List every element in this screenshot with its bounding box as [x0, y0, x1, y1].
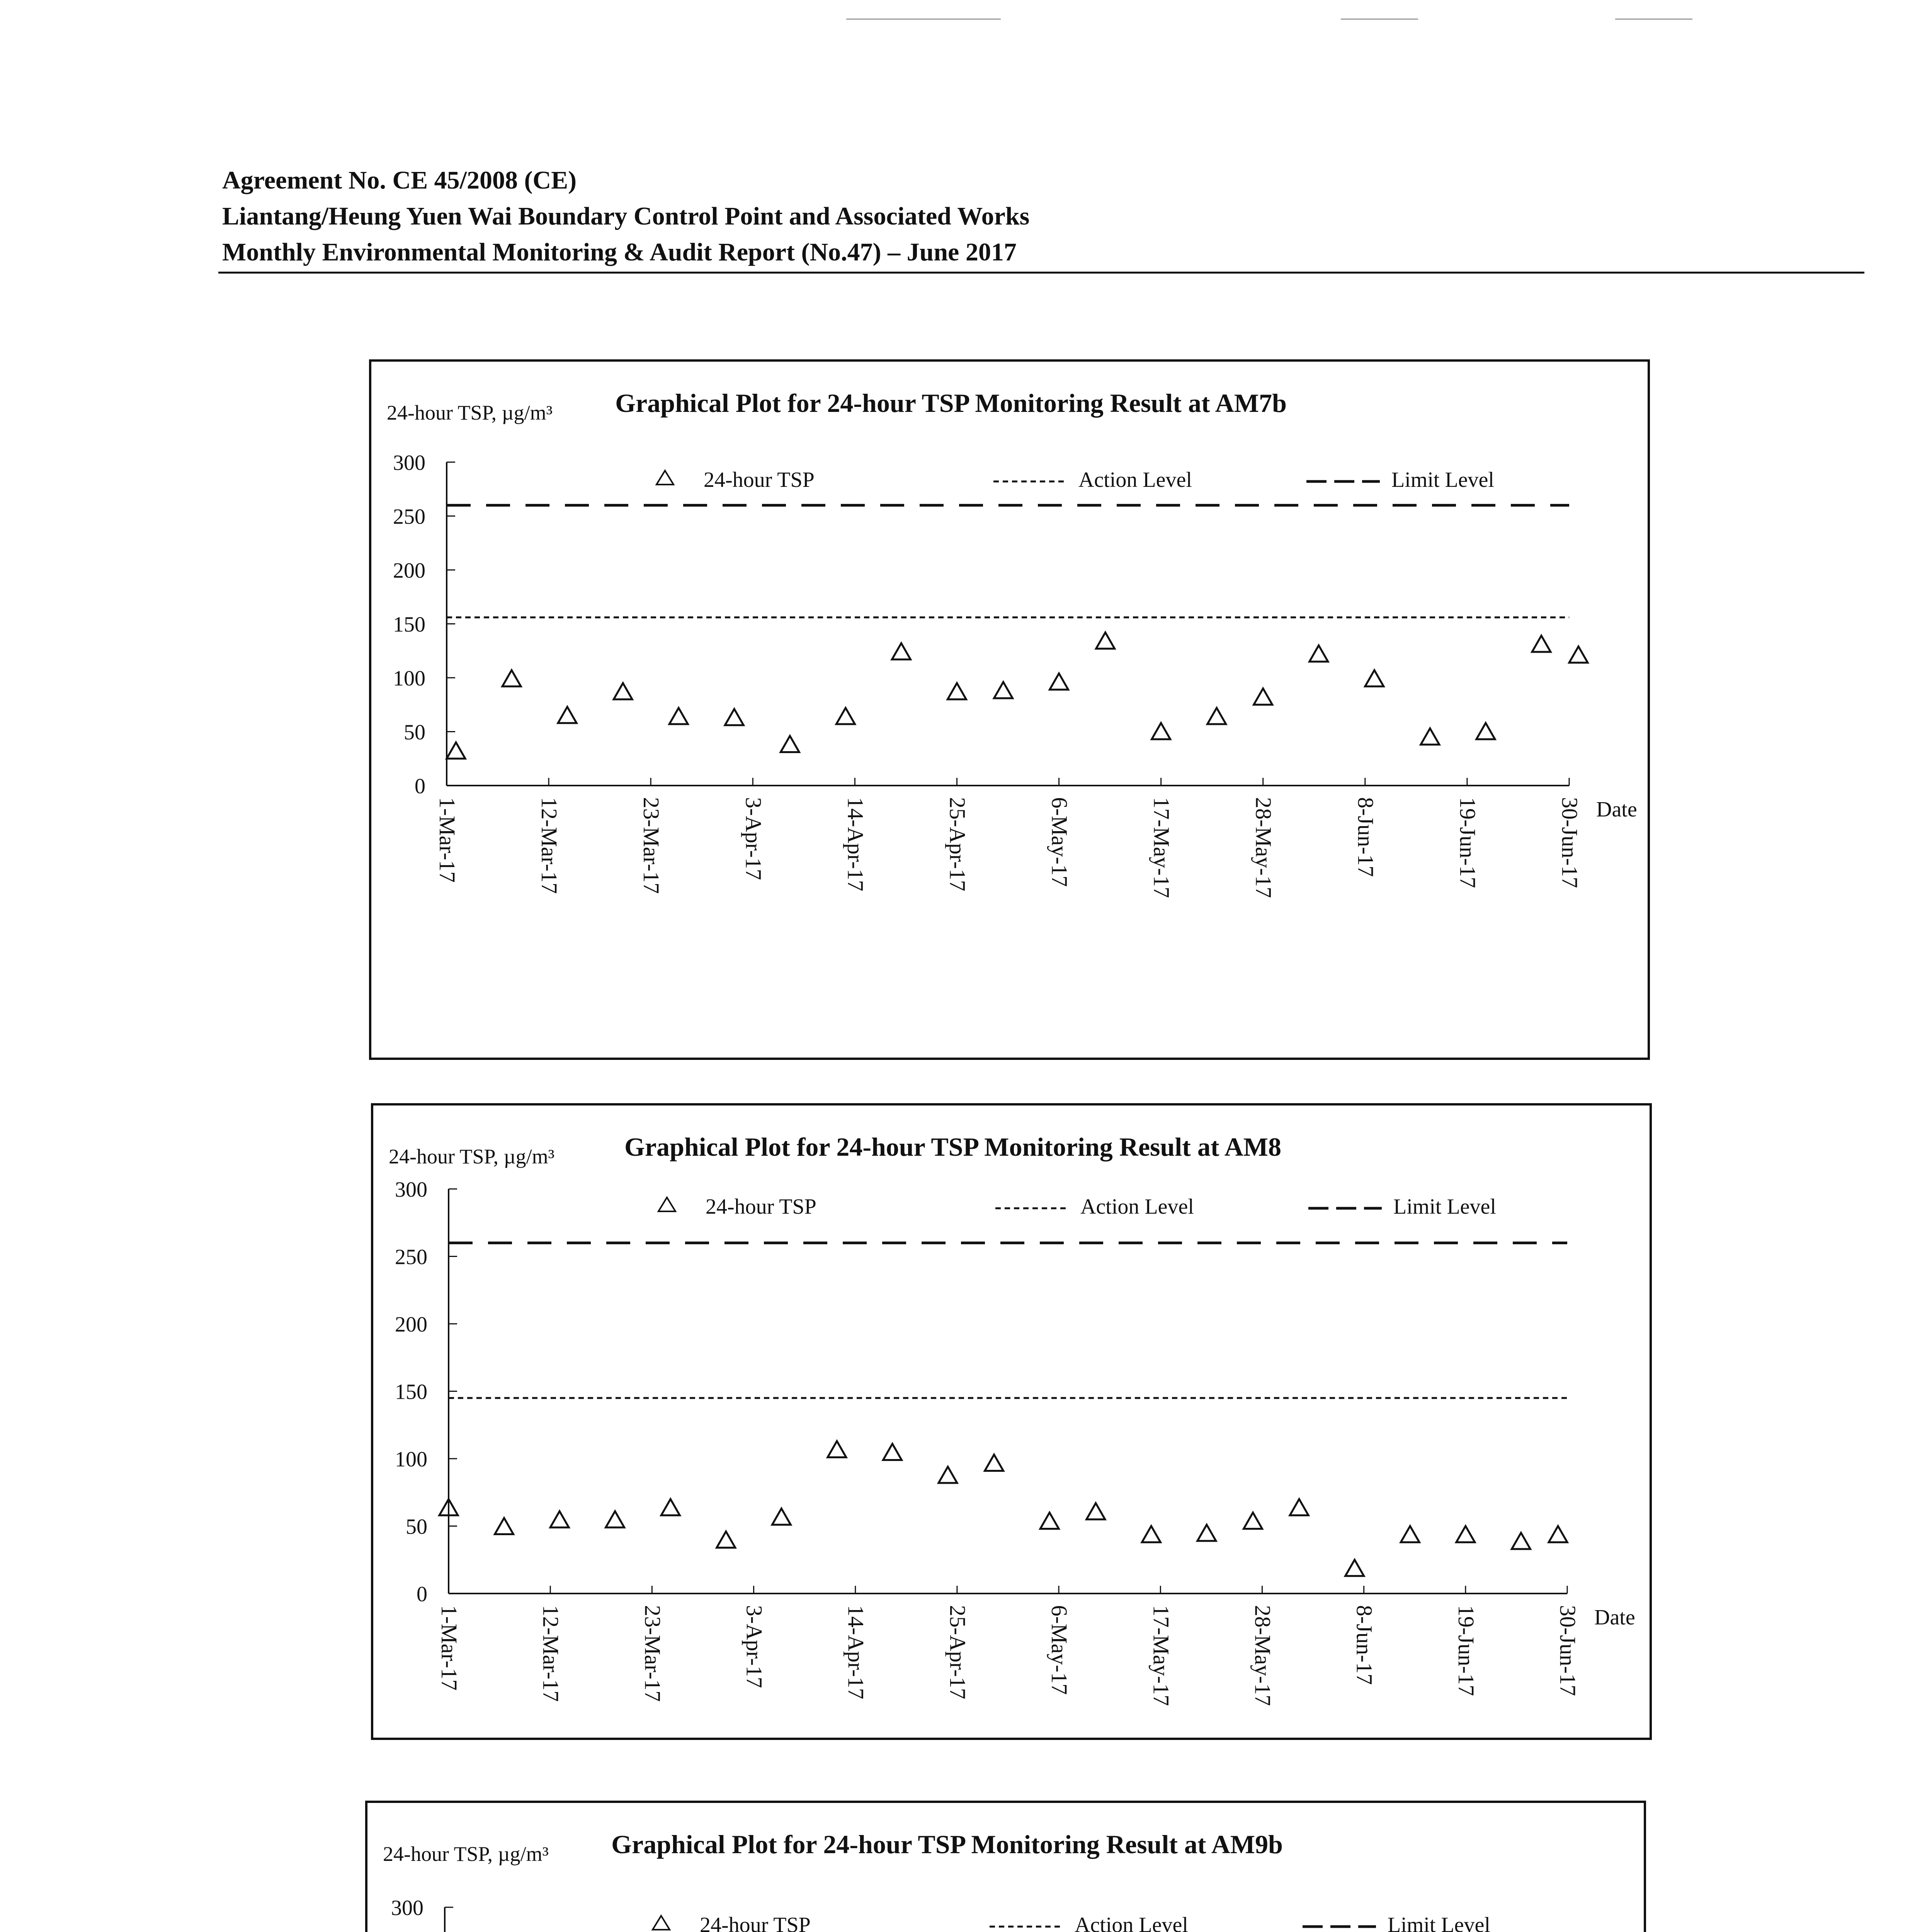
x-tick-label: 19-Jun-17 [1453, 1605, 1479, 1696]
report-title: Monthly Environmental Monitoring & Audit Report (No.47) – June 2017 [222, 238, 1017, 266]
data-point [947, 683, 966, 699]
y-tick-label: 200 [395, 1313, 427, 1337]
agreement-number: Agreement No. CE 45/2008 (CE) [222, 166, 577, 194]
legend-label-limit: Limit Level [1393, 1195, 1496, 1219]
y-axis-label: 24-hour TSP, µg/m³ [389, 1145, 554, 1168]
data-point [1087, 1503, 1105, 1519]
y-axis-label: 24-hour TSP, µg/m³ [383, 1842, 549, 1866]
data-point [781, 736, 799, 752]
data-point [836, 708, 855, 724]
x-tick-label: 17-May-17 [1148, 1605, 1174, 1706]
data-point [1549, 1526, 1567, 1542]
data-point [1310, 645, 1328, 662]
x-tick-label: 17-May-17 [1149, 797, 1174, 898]
chart-panel-am8 [371, 1103, 1652, 1740]
data-point [1142, 1526, 1160, 1542]
chart-title: Graphical Plot for 24-hour TSP Monitoring Result at AM7b [615, 388, 1287, 418]
x-tick-label: 25-Apr-17 [945, 797, 970, 891]
data-point [828, 1441, 846, 1458]
y-tick-label: 300 [395, 1178, 427, 1202]
data-point [1401, 1526, 1419, 1542]
chart-panel-am9b [365, 1801, 1646, 1932]
data-point [994, 682, 1012, 698]
data-point [772, 1509, 791, 1525]
legend-marker-tsp [653, 1916, 670, 1930]
data-point [502, 670, 521, 686]
x-tick-label: 3-Apr-17 [742, 1605, 767, 1688]
x-tick-label: 23-Mar-17 [640, 1605, 665, 1702]
x-tick-label: 3-Apr-17 [741, 797, 766, 880]
data-point [1476, 723, 1495, 739]
data-point [1512, 1533, 1530, 1549]
data-point [1290, 1499, 1308, 1515]
y-tick-label: 100 [393, 667, 425, 690]
chart-title: Graphical Plot for 24-hour TSP Monitoring Result at AM9b [611, 1830, 1283, 1859]
y-tick-label: 250 [395, 1245, 427, 1269]
data-point [1244, 1513, 1262, 1529]
legend-label-action: Action Level [1078, 468, 1192, 492]
chart-svg-am7b [371, 362, 1652, 1062]
y-tick-label: 0 [417, 1582, 427, 1606]
data-point [495, 1518, 514, 1534]
data-point [1345, 1560, 1364, 1576]
data-point [717, 1531, 735, 1548]
y-tick-label: 0 [415, 774, 425, 798]
data-point [1456, 1526, 1475, 1542]
data-point [661, 1499, 680, 1515]
data-point [558, 707, 577, 723]
report-header [222, 162, 1029, 270]
y-axis-label: 24-hour TSP, µg/m³ [387, 401, 553, 424]
legend-marker-tsp [656, 471, 673, 485]
data-point [985, 1454, 1003, 1471]
x-tick-label: 30-Jun-17 [1555, 1605, 1580, 1696]
data-point [892, 643, 910, 660]
y-tick-label: 50 [406, 1515, 427, 1539]
y-tick-label: 150 [395, 1380, 427, 1404]
chart-panel-am7b [369, 359, 1650, 1060]
legend-label-limit: Limit Level [1388, 1913, 1490, 1932]
data-point [1050, 673, 1068, 690]
scan-mark [1341, 19, 1418, 20]
header-rule [218, 272, 1864, 274]
x-tick-label: 28-May-17 [1251, 797, 1276, 898]
data-point [606, 1511, 624, 1527]
y-tick-label: 300 [393, 451, 425, 475]
data-point [1040, 1513, 1059, 1529]
data-point [447, 742, 465, 759]
project-title: Liantang/Heung Yuen Wai Boundary Control Point and Associated Works [222, 202, 1030, 230]
chart-title: Graphical Plot for 24-hour TSP Monitoring Result at AM8 [624, 1132, 1282, 1162]
data-point [614, 683, 632, 699]
x-tick-label: 12-Mar-17 [537, 797, 562, 894]
y-tick-label: 150 [393, 612, 425, 637]
legend-label-action: Action Level [1080, 1195, 1194, 1219]
chart-svg-am8 [373, 1105, 1654, 1742]
x-tick-label: 6-May-17 [1047, 797, 1072, 887]
data-point [1254, 689, 1272, 705]
data-point [1096, 633, 1115, 649]
x-tick-label: 8-Jun-17 [1352, 1605, 1377, 1685]
y-tick-label: 200 [393, 559, 425, 583]
chart-svg-am9b [367, 1803, 1648, 1932]
legend-label-tsp: 24-hour TSP [700, 1913, 811, 1932]
data-point [1197, 1525, 1216, 1541]
x-tick-label: 6-May-17 [1047, 1605, 1072, 1695]
x-tick-label: 19-Jun-17 [1455, 797, 1480, 888]
x-tick-label: 12-Mar-17 [538, 1605, 564, 1702]
y-tick-label: 250 [393, 505, 425, 529]
data-point [1421, 728, 1439, 745]
scan-mark [846, 19, 1001, 20]
scan-mark [1615, 19, 1692, 20]
data-point [1532, 636, 1551, 652]
data-point [883, 1444, 901, 1460]
x-axis-label: Date [1596, 798, 1637, 821]
data-point [1152, 723, 1170, 739]
x-tick-label: 1-Mar-17 [437, 1605, 462, 1691]
data-point [939, 1467, 957, 1483]
legend-label-limit: Limit Level [1391, 468, 1494, 492]
y-tick-label: 300 [391, 1896, 423, 1920]
x-tick-label: 14-Apr-17 [843, 797, 868, 891]
y-tick-label: 50 [404, 720, 425, 745]
x-tick-label: 25-Apr-17 [945, 1605, 970, 1699]
x-tick-label: 14-Apr-17 [843, 1605, 869, 1699]
x-tick-label: 23-Mar-17 [639, 797, 664, 894]
data-point [1569, 646, 1588, 663]
x-tick-label: 1-Mar-17 [435, 797, 460, 883]
y-tick-label: 100 [395, 1447, 427, 1471]
legend-label-tsp: 24-hour TSP [704, 468, 815, 492]
x-axis-label: Date [1594, 1605, 1635, 1629]
data-point [1365, 670, 1384, 686]
data-point [725, 709, 743, 725]
data-point [1208, 708, 1226, 724]
data-point [669, 708, 688, 724]
x-tick-label: 8-Jun-17 [1353, 797, 1378, 877]
legend-marker-tsp [658, 1197, 675, 1211]
x-tick-label: 30-Jun-17 [1557, 797, 1582, 888]
x-tick-label: 28-May-17 [1250, 1605, 1276, 1706]
data-point [550, 1511, 569, 1527]
legend-label-action: Action Level [1075, 1913, 1188, 1932]
legend-label-tsp: 24-hour TSP [706, 1195, 816, 1219]
